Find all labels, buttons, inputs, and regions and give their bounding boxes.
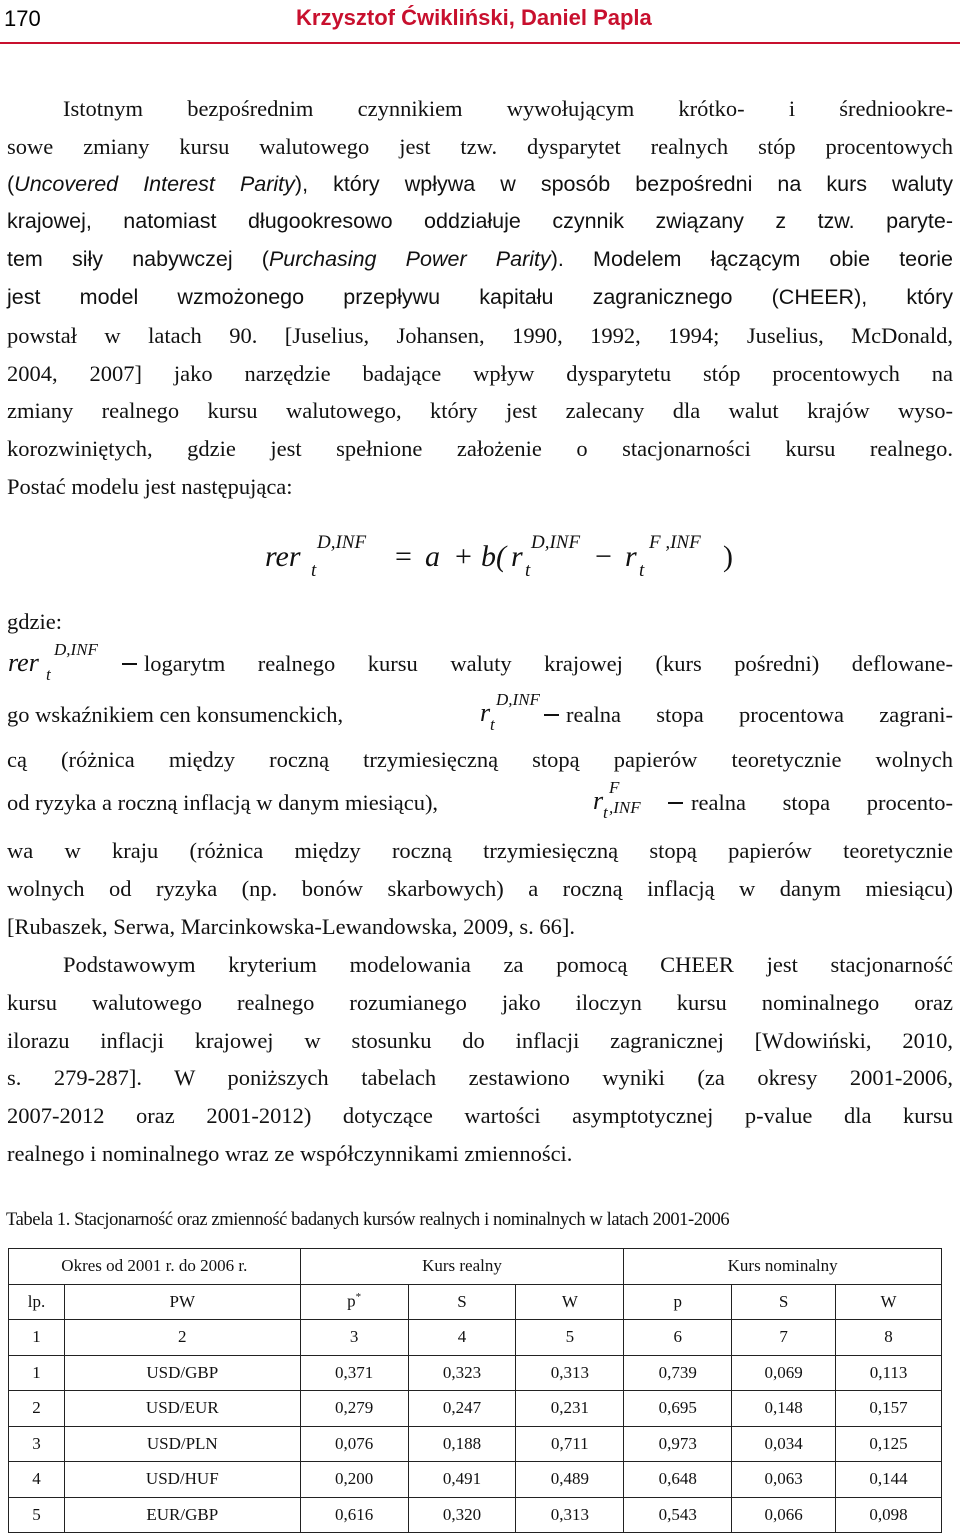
table-caption: Tabela 1. Stacjonarność oraz zmienność badanych kursów realnych i nominalnych w latach 2001-2006 — [6, 1210, 730, 1230]
text-line: korozwiniętych, gdzie jest spełnione założenie o stacjonarności kursu realnego. — [7, 436, 953, 462]
text-line: sowe zmiany kursu walutowego jest tzw. dysparytet realnych stóp procentowych — [7, 133, 953, 159]
def-tail: wa w kraju (różnica między roczną trzymiesięczną stopą papierów teoretycznie wolnych od ryzyka (np. bonów skarbowych) a roczną inflacją w danym miesiącu) [Rubaszek, Serwa, Marcinkowska-Lewandowska, 2009, s. 66]. — [7, 838, 953, 939]
table-row: 3 USD/PLN 0,076 0,188 0,711 0,973 0,034 0,125 — [9, 1426, 942, 1462]
formula-sup: F ,INF — [649, 532, 701, 553]
dash — [544, 714, 559, 716]
formula-r: r — [511, 540, 523, 573]
period-header: Okres od 2001 r. do 2006 r. — [9, 1249, 301, 1285]
formula-r: r — [625, 540, 637, 573]
dash — [122, 663, 137, 665]
formula-rer: rer — [265, 540, 301, 573]
italic-term: Purchasing Power Parity — [268, 247, 551, 272]
formula-sup: D,INF — [317, 532, 367, 553]
header-rule — [0, 42, 960, 44]
page-header — [0, 0, 960, 44]
formula-equals: = — [395, 540, 412, 573]
text-line: jest model wzmożonego przepływu kapitału zagranicznego (CHEER), który — [7, 284, 953, 309]
paragraph-cheer: Podstawowym kryterium modelowania za pomocą CHEER jest stacjonarność kursu walutowego realnego rozumianego jako iloczyn kursu nominalnego oraz ilorazu inflacji krajowej w stosunku do inflacji zagranicznej [Wdowiński, 2010, s. 279-287]. W poniższych tabelach zestawiono wyniki (za okresy 2001-2006, 2007-2012 oraz 2001-2012) dotyczące wartości asymptotycznej p-value dla kursu realnego i nominalnego wraz ze współczynnikami zmienności. — [7, 952, 953, 1166]
nominal-rate-header: Kurs nominalny — [624, 1249, 942, 1285]
formula-sup: D,INF — [531, 532, 581, 553]
table-numbering-row: 1 2 3 4 5 6 7 8 — [9, 1320, 942, 1356]
def-line: go wskaźnikiem cen konsumenckich, — [7, 702, 344, 727]
formula-minus: − — [595, 540, 612, 573]
results-table — [8, 1248, 942, 1533]
formula-plus: + — [455, 540, 472, 573]
cheer-formula — [265, 530, 745, 590]
dash — [668, 802, 683, 804]
paragraph-intro — [7, 90, 953, 506]
def-line: logarytm realnego kursu waluty krajowej (kurs pośredni) deflowane- — [144, 651, 953, 676]
def-line: cą (różnica między roczną trzymiesięczną stopą papierów teoretycznie wolnych — [7, 747, 953, 772]
page-number: 170 — [4, 6, 41, 31]
italic-term: Uncovered Interest Parity — [14, 171, 295, 196]
formula-sub: t — [639, 560, 645, 581]
running-authors: Krzysztof Ćwikliński, Daniel Papla — [296, 5, 652, 30]
def-line: realna stopa procentowa zagrani- — [566, 702, 953, 727]
table-group-header — [9, 1249, 942, 1285]
formula-b: b( — [481, 540, 506, 573]
text-line: Istotnym bezpośrednim czynnikiem wywołującym krótko- i średniookre- — [63, 96, 953, 121]
def-line: realna stopa procento- — [691, 790, 953, 815]
text-line: powstał w latach 90. [Juselius, Johansen, 1990, 1992, 1994; Juselius, McDonald, — [7, 322, 953, 348]
formula-sub: t — [311, 560, 317, 581]
table-row: 5 EUR/GBP 0,616 0,320 0,313 0,543 0,066 0,098 — [9, 1497, 942, 1533]
formula-paren: ) — [723, 540, 733, 573]
real-rate-header: Kurs realny — [300, 1249, 624, 1285]
table-row: 1 USD/GBP 0,371 0,323 0,313 0,739 0,069 0,113 — [9, 1355, 942, 1391]
table-row: 4 USD/HUF 0,200 0,491 0,489 0,648 0,063 0,144 — [9, 1462, 942, 1498]
text-line: krajowej, natomiast długookresowo oddziałuje czynnik związany z tzw. paryte- — [7, 209, 953, 234]
text-line: tem siły nabywczej (Purchasing Power Parity). Modelem łączącym obie teorie — [7, 247, 953, 272]
def-line: od ryzyka a roczną inflacją w danym miesiącu), — [7, 790, 439, 815]
table-row: 2 USD/EUR 0,279 0,247 0,231 0,695 0,148 0,157 — [9, 1391, 942, 1427]
formula-a: a — [425, 540, 440, 573]
text-line: zmiany realnego kursu walutowego, który jest zalecany dla walut krajów wyso- — [7, 398, 953, 424]
table-column-header: lp. PW p* S W p S W — [9, 1284, 942, 1320]
text-line: 2004, 2007] jako narzędzie badające wpływ dysparytetu stóp procentowych na — [7, 360, 953, 386]
where-label: gdzie: — [7, 609, 62, 634]
text-line: (Uncovered Interest Parity), który wpływa w sposób bezpośredni na kurs waluty — [7, 171, 953, 196]
formula-sub: t — [525, 560, 531, 581]
text-line: Postać modelu jest następująca: — [7, 473, 293, 499]
